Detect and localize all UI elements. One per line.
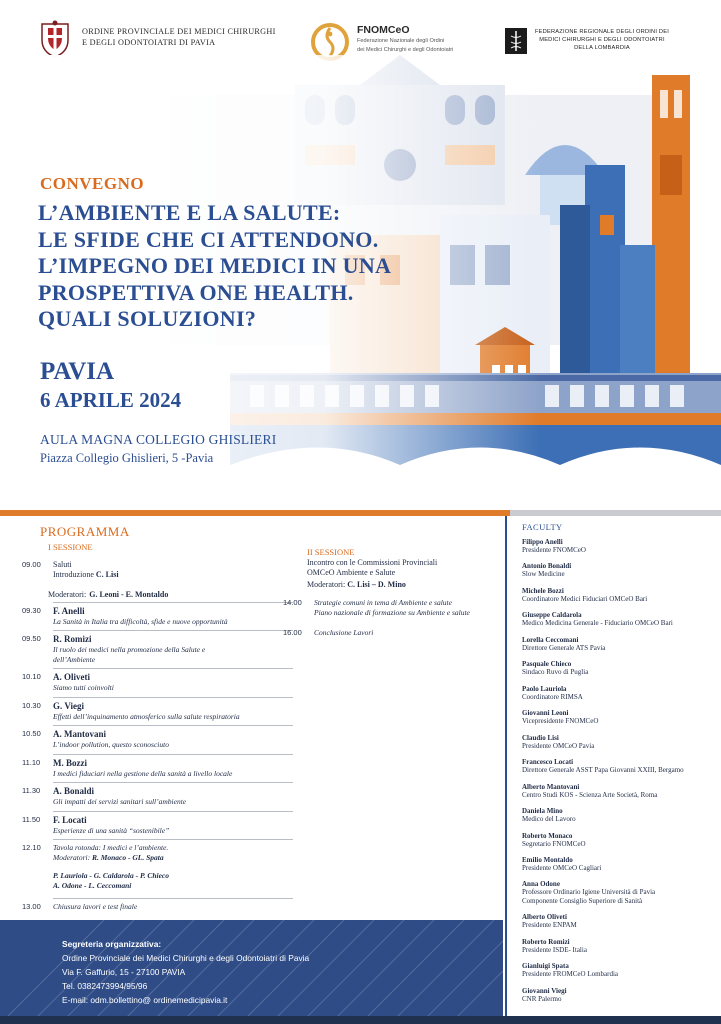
session-1-moderators bbox=[48, 590, 168, 599]
program-time: 10.30 bbox=[22, 701, 41, 710]
event-kicker: CONVEGNO bbox=[40, 174, 145, 193]
moderators-names: G. Leoni - E. Montaldo bbox=[89, 590, 169, 599]
faculty-member bbox=[522, 913, 717, 930]
program-intro-label: Introduzione bbox=[53, 570, 94, 579]
faculty-member bbox=[522, 987, 717, 1004]
faculty-member bbox=[522, 660, 717, 677]
organizer-phone: Tel. 0382473994/95/96 bbox=[62, 981, 148, 991]
program-topic: Chiusura lavori e test finale bbox=[53, 902, 138, 911]
program-time: 10.10 bbox=[22, 672, 41, 681]
program-speaker: A. Mantovani bbox=[53, 729, 107, 739]
program-speaker: R. Romizi bbox=[53, 634, 92, 644]
faculty-name: Alberto Mantovani bbox=[522, 783, 580, 791]
faculty-role: Presidente ISDE- Italia bbox=[522, 946, 587, 955]
faculty-role: Coordinatore RIMSA bbox=[522, 693, 583, 702]
omceo-name-line2: E DEGLI ODONTOIATRI DI PAVIA bbox=[82, 38, 216, 47]
fromceo-line1: FEDERAZIONE REGIONALE DEGLI ORDINI DEI bbox=[535, 29, 670, 35]
faculty-name: Antonio Bonaldi bbox=[522, 562, 572, 570]
faculty-member bbox=[522, 734, 717, 751]
faculty-role: Sindaco Ruvo di Puglia bbox=[522, 668, 589, 677]
program-topic: Tavola rotonda: I medici e l’ambiente. bbox=[53, 843, 169, 852]
faculty-role: Segretario FNOMCeO bbox=[522, 840, 586, 849]
faculty-role: Direttore Generale ATS Pavia bbox=[522, 644, 606, 653]
event-title-line: LE SFIDE CHE CI ATTENDONO. bbox=[38, 226, 379, 252]
faculty-role: Presidente ENPAM bbox=[522, 921, 577, 930]
event-date: 6 APRILE 2024 bbox=[40, 388, 182, 412]
moderators-label: Moderatori: bbox=[307, 580, 346, 589]
program-topic: Il ruolo dei medici nella promozione della Salute e bbox=[53, 645, 206, 654]
program-time: 16.00 bbox=[283, 628, 302, 637]
roundtable-moderators: R. Monaco - GL. Spata bbox=[91, 852, 164, 862]
faculty-name: Lorella Ceccomani bbox=[522, 636, 579, 644]
faculty-name: Roberto Romizi bbox=[522, 938, 570, 946]
faculty-name: Roberto Monaco bbox=[522, 832, 573, 840]
faculty-member bbox=[522, 758, 717, 775]
faculty-name: Alberto Oliveti bbox=[522, 913, 567, 921]
fnomceo-sub1: Federazione Nazionale degli Ordini bbox=[357, 38, 445, 44]
faculty-role: Presidente FROMCeO Lombardia bbox=[522, 970, 619, 979]
crest-icon bbox=[38, 20, 72, 58]
faculty-role: Medico Medicina Generale - Fiduciario OMCeO Bari bbox=[522, 619, 673, 628]
program-time: 14.00 bbox=[283, 598, 302, 607]
event-title-line: PROSPETTIVA ONE HEALTH. bbox=[38, 279, 354, 305]
event-title-line: L’AMBIENTE E LA SALUTE: bbox=[38, 200, 341, 225]
organizer-name: Ordine Provinciale dei Medici Chirurghi e degli Odontoiatri di Pavia bbox=[62, 953, 310, 963]
faculty-title: FACULTY bbox=[522, 522, 563, 532]
faculty-role: Centro Studi KOS - Scienza Arte Società, Roma bbox=[522, 791, 658, 800]
faculty-name: Giovanni Leoni bbox=[522, 709, 569, 717]
program-intro-speaker: C. Lisi bbox=[95, 570, 119, 579]
program-speaker: F. Locati bbox=[53, 815, 87, 825]
faculty-role: Direttore Generale ASST Papa Giovanni XXIII, Bergamo bbox=[522, 766, 684, 775]
faculty-name: Claudio Lisi bbox=[522, 734, 559, 742]
program-topic: Esperienze di una sanità “sostenibile” bbox=[53, 826, 170, 835]
fromceo-line2: MEDICI CHIRURGHI E DEGLI ODONTOIATRI bbox=[539, 37, 665, 44]
session-1-label: I SESSIONE bbox=[48, 542, 93, 552]
caduceus-icon bbox=[505, 28, 527, 54]
faculty-role: Medico del Lavoro bbox=[522, 815, 576, 824]
roundtable-mod-label: Moderatori: bbox=[53, 852, 91, 862]
fnomceo-title: FNOMCeO bbox=[357, 24, 410, 36]
program-time: 11.50 bbox=[22, 815, 41, 824]
event-title-line: L’IMPEGNO DEI MEDICI IN UNA bbox=[38, 253, 392, 278]
omceo-pavia-logo bbox=[38, 20, 276, 58]
faculty-member bbox=[522, 832, 717, 849]
omceo-name-line1: ORDINE PROVINCIALE DEI MEDICI CHIRURGHI bbox=[82, 27, 276, 36]
faculty-member bbox=[522, 709, 717, 726]
program-speaker: A. Bonaldi bbox=[53, 786, 95, 796]
program-time: 13.00 bbox=[22, 902, 41, 911]
faculty-member bbox=[522, 938, 717, 955]
organizer-contact bbox=[62, 937, 309, 1007]
faculty-member bbox=[522, 880, 717, 905]
program-speaker: G. Viegi bbox=[53, 701, 84, 711]
faculty-role: Presidente OMCeO Cagliari bbox=[522, 864, 602, 873]
faculty-role: Vicepresidente FNOMCeO bbox=[522, 717, 599, 726]
faculty-name: Giovanni Viegi bbox=[522, 987, 567, 995]
program-topic: Strategie comuni in tema di Ambiente e salute bbox=[314, 598, 452, 607]
roundtable-panel: A. Odone - L. Ceccomani bbox=[53, 880, 132, 890]
faculty-member bbox=[522, 538, 717, 555]
fromceo-line3: DELLA LOMBARDIA bbox=[574, 45, 630, 52]
program-topic: Gli impatti dei servizi sanitari sull’ambiente bbox=[53, 797, 187, 806]
event-city: PAVIA bbox=[40, 358, 115, 385]
program-topic: Piano nazionale di formazione su Ambiente e salute bbox=[314, 607, 470, 617]
faculty-role: Presidente FNOMCeO bbox=[522, 546, 586, 555]
event-title-line: QUALI SOLUZIONI? bbox=[38, 306, 257, 331]
roundtable-panel: P. Lauriola - G. Caldarola - P. Chieco bbox=[53, 871, 169, 880]
fromceo-lombardia-logo bbox=[505, 28, 669, 54]
faculty-name: Filippo Anelli bbox=[522, 538, 563, 546]
program-time: 09.50 bbox=[22, 634, 41, 643]
faculty-member bbox=[522, 807, 717, 824]
session-2-desc-line: Incontro con le Commissioni Provinciali bbox=[307, 558, 438, 567]
program-greeting: Saluti bbox=[53, 560, 72, 569]
program-time: 09.30 bbox=[22, 606, 41, 615]
faculty-name: Anna Odone bbox=[522, 880, 560, 888]
program-speaker: F. Anelli bbox=[53, 606, 85, 616]
event-title bbox=[38, 200, 538, 333]
section-divider bbox=[0, 510, 510, 516]
program-topic: Siamo tutti coinvolti bbox=[53, 683, 114, 692]
faculty-role-cont: Componente Consiglio Superiore di Sanità bbox=[522, 896, 643, 905]
program-time: 09.00 bbox=[22, 560, 41, 569]
organizer-address: Via F. Gaffurio, 15 - 27100 PAVIA bbox=[62, 967, 186, 977]
program-topic: Effetti dell’inquinamento atmosferico sulla salute respiratoria bbox=[53, 712, 240, 721]
faculty-role: Presidente OMCeO Pavia bbox=[522, 742, 595, 751]
faculty-role: CNR Palermo bbox=[522, 995, 562, 1004]
program-topic: Conclusione Lavori bbox=[314, 628, 374, 637]
program-time: 11.30 bbox=[22, 786, 41, 795]
section-divider-gray bbox=[510, 510, 721, 516]
faculty-name: Pasquale Chieco bbox=[522, 660, 572, 668]
faculty-name: Francesco Locati bbox=[522, 758, 574, 766]
faculty-member bbox=[522, 587, 717, 604]
program-topic: I medici fiduciari nella gestione della sanità a livello locale bbox=[53, 769, 233, 778]
session-2-desc-line: OMCeO Ambiente e Salute bbox=[307, 568, 396, 577]
fnomceo-sub2: dei Medici Chirurghi e degli Odontoiatri bbox=[357, 47, 454, 53]
faculty-member bbox=[522, 962, 717, 979]
faculty-member bbox=[522, 783, 717, 800]
faculty-name: Michele Bozzi bbox=[522, 587, 564, 595]
faculty-name: Paolo Lauriola bbox=[522, 685, 567, 693]
faculty-member bbox=[522, 611, 717, 628]
bottom-strip bbox=[0, 1016, 721, 1024]
program-speaker: M. Bozzi bbox=[53, 758, 87, 768]
faculty-name: Daniela Mino bbox=[522, 807, 563, 815]
session-2-moderators bbox=[307, 580, 406, 589]
program-time: 12.10 bbox=[22, 843, 41, 852]
program-topic-cont: dell’Ambiente bbox=[53, 654, 96, 664]
program-topic: La Sanità in Italia tra difficoltà, sfide e nuove opportunità bbox=[53, 617, 228, 626]
faculty-member bbox=[522, 562, 717, 579]
faculty-role: Professore Ordinario Igiene Università di Pavia bbox=[522, 888, 656, 897]
faculty-role: Coordinatore Medici Fiduciari OMCeO Bari bbox=[522, 595, 648, 604]
faculty-name: Gianluigi Spata bbox=[522, 962, 569, 970]
faculty-column-rule bbox=[505, 516, 507, 1024]
program-topic: L’indoor pollution, questo sconosciuto bbox=[53, 740, 169, 749]
event-address: Piazza Collegio Ghislieri, 5 -Pavia bbox=[40, 451, 214, 465]
faculty-name: Giuseppe Caldarola bbox=[522, 611, 582, 619]
organizer-email: E-mail: odm.bollettino@ ordinemedicipavia.it bbox=[62, 995, 228, 1005]
session-2-label: II SESSIONE bbox=[307, 547, 355, 557]
moderators-names: C. Lisi – D. Mino bbox=[347, 580, 406, 589]
moderators-label: Moderatori: bbox=[48, 590, 87, 599]
faculty-name: Emilio Montaldo bbox=[522, 856, 573, 864]
faculty-role: Slow Medicine bbox=[522, 570, 565, 579]
faculty-member bbox=[522, 856, 717, 873]
faculty-member bbox=[522, 685, 717, 702]
organizer-heading: Segreteria organizzativa: bbox=[62, 939, 162, 949]
faculty-member bbox=[522, 636, 717, 653]
program-title: PROGRAMMA bbox=[40, 524, 130, 539]
event-venue: AULA MAGNA COLLEGIO GHISLIERI bbox=[40, 432, 277, 447]
program-time: 10.50 bbox=[22, 729, 41, 738]
program-time: 11.10 bbox=[22, 758, 41, 767]
program-speaker: A. Oliveti bbox=[53, 672, 90, 682]
session-2-description bbox=[307, 558, 437, 578]
